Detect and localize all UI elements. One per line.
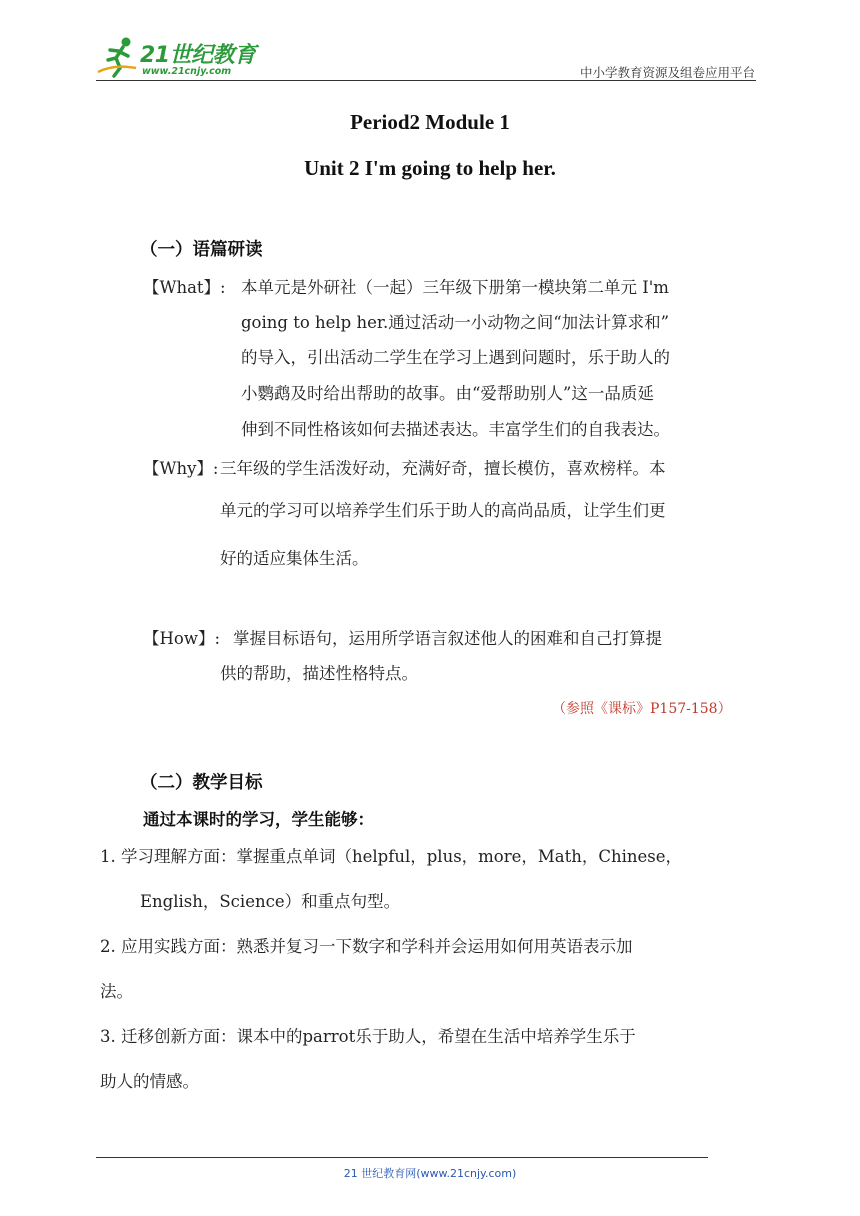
page-subtitle: Unit 2 I'm going to help her. [304,156,556,180]
what-line: 伸到不同性格该如何去描述表达。丰富学生们的自我表达。 [241,420,670,439]
site-logo [96,36,266,80]
logo-url: www.21cnjy.com [142,66,232,77]
what-line: 的导入，引出活动二学生在学习上遇到问题时，乐于助人的 [241,348,670,367]
objective-item: 2. 应用实践方面：熟悉并复习一下数字和学科并会运用如何用英语表示加 [100,937,633,956]
what-line: 小鹦鹉及时给出帮助的故事。由“爱帮助别人”这一品质延 [241,384,654,403]
runner-logo-icon [96,36,140,78]
why-line: 三年级的学生活泼好动，充满好奇，擅长模仿，喜欢榜样。本 [220,459,666,478]
curriculum-reference: （参照《课标》P157-158） [552,701,732,717]
objective-item: English，Science）和重点句型。 [140,892,401,911]
how-line: 掌握目标语句，运用所学语言叙述他人的困难和自己打算提 [233,629,662,648]
page-title: Period2 Module 1 [350,110,510,134]
objectives-intro: 通过本课时的学习，学生能够： [143,810,374,829]
why-line: 好的适应集体生活。 [220,549,369,568]
logo-text: 21世纪教育 [140,43,256,68]
footer-divider [96,1157,708,1158]
how-label: 【How】: [143,629,221,648]
section-heading-objectives: （二）教学目标 [140,773,263,793]
section-heading-analysis: （一）语篇研读 [140,240,263,260]
objective-item: 助人的情感。 [100,1072,199,1091]
what-line: going to help her.通过活动一小动物之间“加法计算求和” [241,313,670,332]
objective-item: 3. 迁移创新方面：课本中的parrot乐于助人，希望在生活中培养学生乐于 [100,1027,636,1046]
footer-text: 21 世纪教育网(www.21cnjy.com) [343,1167,517,1180]
why-line: 单元的学习可以培养学生们乐于助人的高尚品质，让学生们更 [220,501,666,520]
what-line: 本单元是外研社（一起）三年级下册第一模块第二单元 I'm [241,278,669,297]
header-divider [96,80,756,81]
platform-name: 中小学教育资源及组卷应用平台 [579,65,755,80]
how-line: 供的帮助，描述性格特点。 [220,664,418,683]
what-label: 【What】: [143,278,226,297]
why-label: 【Why】: [143,459,219,478]
objective-item: 1. 学习理解方面：掌握重点单词（helpful，plus，more，Math，Chinese， [100,847,683,866]
objective-item: 法。 [100,982,133,1001]
